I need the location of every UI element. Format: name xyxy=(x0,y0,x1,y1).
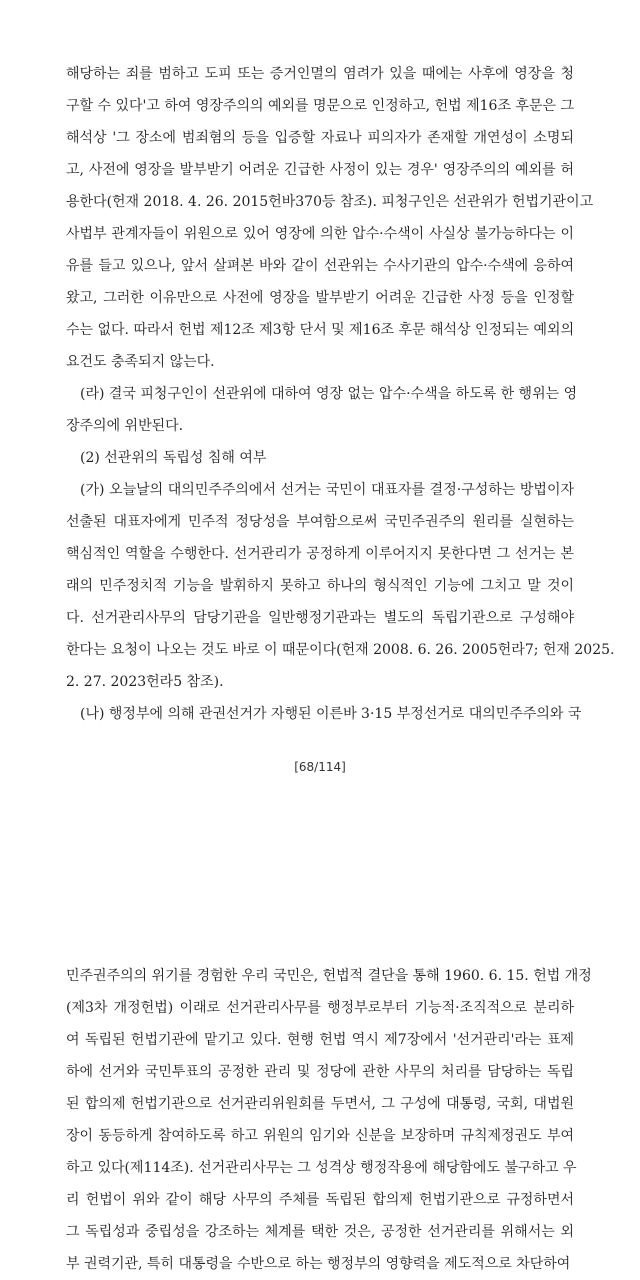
text-line: 여 독립된 헌법기관에 맡기고 있다. 현행 헌법 역시 제7장에서 '선거관리'라는 표제 xyxy=(66,1032,574,1048)
text-line: 그 독립성과 중립성을 강조하는 체계를 택한 것은, 공정한 선거관리를 위해서는 외 xyxy=(66,1224,574,1240)
paragraph xyxy=(66,698,582,730)
document-page-69 xyxy=(0,960,640,1280)
page-number: [68/114] xyxy=(294,760,346,774)
text-line: 왔고, 그러한 이유만으로 사전에 영장을 발부받기 어려운 긴급한 사정 등을 인정할 xyxy=(66,290,574,306)
text-line: 고, 사전에 영장을 발부받기 어려운 긴급한 사정이 있는 경우' 영장주의의 예외를 허 xyxy=(66,162,574,178)
text-line: 부 권력기관, 특히 대통령을 수반으로 하는 행정부의 영향력을 제도적으로 차단하여 xyxy=(66,1256,571,1272)
text-line: 선출된 대표자에게 민주적 정당성을 부여함으로써 국민주권주의 원리를 실현하는 xyxy=(66,514,574,530)
paragraph xyxy=(66,58,594,378)
text-line: (가) 오늘날의 대의민주주의에서 선거는 국민이 대표자를 결정·구성하는 방법이자 xyxy=(80,482,574,498)
text-line: 래의 민주정치적 기능을 발휘하지 못하고 하나의 형식적인 기능에 그치고 말 것이 xyxy=(66,578,574,594)
text-line: 사법부 관계자들이 위원으로 있어 영장에 의한 압수·수색이 사실상 불가능하다는 이 xyxy=(66,226,574,242)
text-line: 유를 들고 있으나, 앞서 살펴본 바와 같이 선관위는 수사기관의 압수·수색에 응하여 xyxy=(66,258,574,274)
text-line: 하에 선거와 국민투표의 공정한 관리 및 정당에 관한 사무의 처리를 담당하는 독립 xyxy=(66,1064,574,1080)
text-line: 된 합의제 헌법기관으로 선거관리위원회를 두면서, 그 구성에 대통령, 국회, 대법원 xyxy=(66,1096,574,1112)
text-line: 해석상 '그 장소에 범죄혐의 등을 입증할 자료나 피의자가 존재할 개연성이 소명되 xyxy=(66,130,574,146)
paragraph xyxy=(66,474,615,698)
text-line: 해당하는 죄를 범하고 도피 또는 증거인멸의 염려가 있을 때에는 사후에 영장을 청 xyxy=(66,66,574,82)
text-line: 구할 수 있다'고 하여 영장주의의 예외를 명문으로 인정하고, 헌법 제16조 후문은 그 xyxy=(66,98,574,114)
text-line: 다. 선거관리사무의 담당기관을 일반행정기관과는 별도의 독립기관으로 구성해야 xyxy=(66,610,574,626)
paragraph xyxy=(66,378,578,442)
text-line: 수는 없다. 따라서 헌법 제12조 제3항 단서 및 제16조 후문 해석상 인정되는 예외의 xyxy=(66,322,575,338)
text-line: 한다는 요청이 나오는 것도 바로 이 때문이다(헌재 2008. 6. 26. 2005헌라7; 헌재 2025. xyxy=(66,642,615,658)
page-body-text xyxy=(66,58,615,730)
paragraph xyxy=(66,442,574,474)
text-line: 민주권주의의 위기를 경험한 우리 국민은, 헌법적 결단을 통해 1960. 6. 15. 헌법 개정 xyxy=(66,968,592,984)
text-line: 장이 동등하게 참여하도록 하고 위원의 임기와 신분을 보장하며 규칙제정권도 부여 xyxy=(66,1128,574,1144)
text-line: 핵심적인 역할을 수행한다. 선거관리가 공정하게 이루어지지 못한다면 그 선거는 본 xyxy=(66,546,574,562)
text-line: (제3차 개정헌법) 이래로 선거관리사무를 행정부로부터 기능적·조직적으로 분리하 xyxy=(66,1000,574,1016)
text-line: 장주의에 위반된다. xyxy=(66,418,184,434)
paragraph xyxy=(66,960,592,1280)
text-line: 용한다(헌재 2018. 4. 26. 2015헌바370등 참조). 피청구인은 선관위가 헌법기관이고 xyxy=(66,194,594,210)
text-line: (라) 결국 피청구인이 선관위에 대하여 영장 없는 압수·수색을 하도록 한 행위는 영 xyxy=(80,386,578,402)
text-line: 하고 있다(제114조). 선거관리사무는 그 성격상 행정작용에 해당함에도 불구하고 우 xyxy=(66,1160,577,1176)
text-line: 요건도 충족되지 않는다. xyxy=(66,354,215,370)
text-line: 2. 27. 2023헌라5 참조). xyxy=(66,674,224,690)
page-body-text xyxy=(66,960,592,1280)
text-line: 리 헌법이 위와 같이 해당 사무의 주체를 독립된 합의제 헌법기관으로 규정하면서 xyxy=(66,1192,574,1208)
text-line: (2) 선관위의 독립성 침해 여부 xyxy=(80,450,267,466)
text-line: (나) 행정부에 의해 관권선거가 자행된 이른바 3·15 부정선거로 대의민주주의와 국 xyxy=(80,706,582,722)
